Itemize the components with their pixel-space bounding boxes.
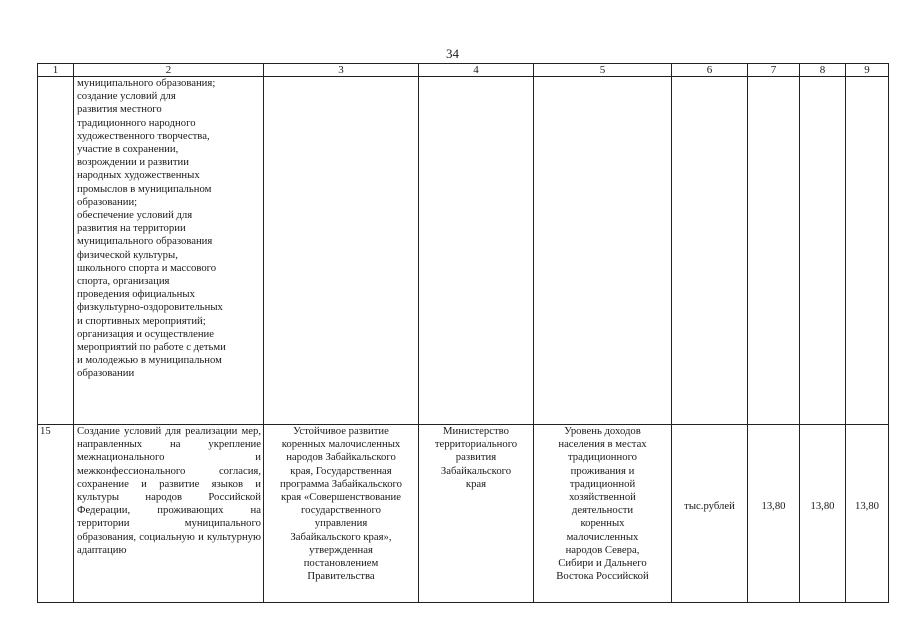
indicator-text: Уровень доходов населения в местах традиционного проживания и традиционной хозяйственной деятельности коренных малочисленных народов Севера, Сибири и Дальнего Востока Российской [556,425,649,583]
row-number-cell: 15 [38,425,74,603]
table-row [38,77,889,425]
document-table [37,63,889,603]
table-row [38,425,889,603]
unit-cell [672,77,748,425]
column-number: 3 [264,64,419,77]
page-number: 34 [446,46,459,61]
value-cell: 13,80 [846,425,889,603]
value-cell [748,77,800,425]
powers-description-cell [74,425,264,603]
column-number: 7 [748,64,800,77]
column-number: 1 [38,64,74,77]
indicator-cell [534,425,672,603]
executor-cell [419,77,534,425]
program-cell [264,77,419,425]
executor-cell [419,425,534,603]
indicator-cell [534,77,672,425]
value-cell [800,77,846,425]
program-cell [264,425,419,603]
column-number-row [38,64,889,77]
value-cell: 13,80 [800,425,846,603]
unit-cell: тыс.рублей [672,425,748,603]
column-number: 2 [74,64,264,77]
column-number: 8 [800,64,846,77]
powers-description-cell [74,77,264,425]
column-number: 5 [534,64,672,77]
powers-description-text: муниципального образования; создание условий для развития местного традиционного народного художественного творчества, участие в сохранении, возрождении и развитии народных художественных промыслов в муниципальном образовании; обеспечение условий для развития на территории муниципального образования физической культуры, школьного спорта и массового спорта, организация проведения официальных физкультурно-оздоровительных и спортивных мероприятий; организация и осуществление мероприятий по работе с детьми и молодежью в муниципальном образовании [77,77,226,380]
column-number: 4 [419,64,534,77]
column-number: 9 [846,64,889,77]
column-number: 6 [672,64,748,77]
executor-text: Министерство территориального развития Забайкальского края [434,425,518,490]
program-text: Устойчивое развитие коренных малочисленных народов Забайкальского края, Государственная программа Забайкальского края «Совершенствование государственного управления Забайкальского края», утвержденная постановлением Правительства [279,425,403,583]
row-number-cell [38,77,74,425]
value-cell: 13,80 [748,425,800,603]
powers-description-text: Создание условий для реализации мер, направленных на укрепление межнационального и межконфессионального согласия, сохранение и развитие языков и культуры народов Российской Федерации, проживающих на территории муниципального образования, социальную и культурную адаптацию [77,425,261,556]
value-cell [846,77,889,425]
